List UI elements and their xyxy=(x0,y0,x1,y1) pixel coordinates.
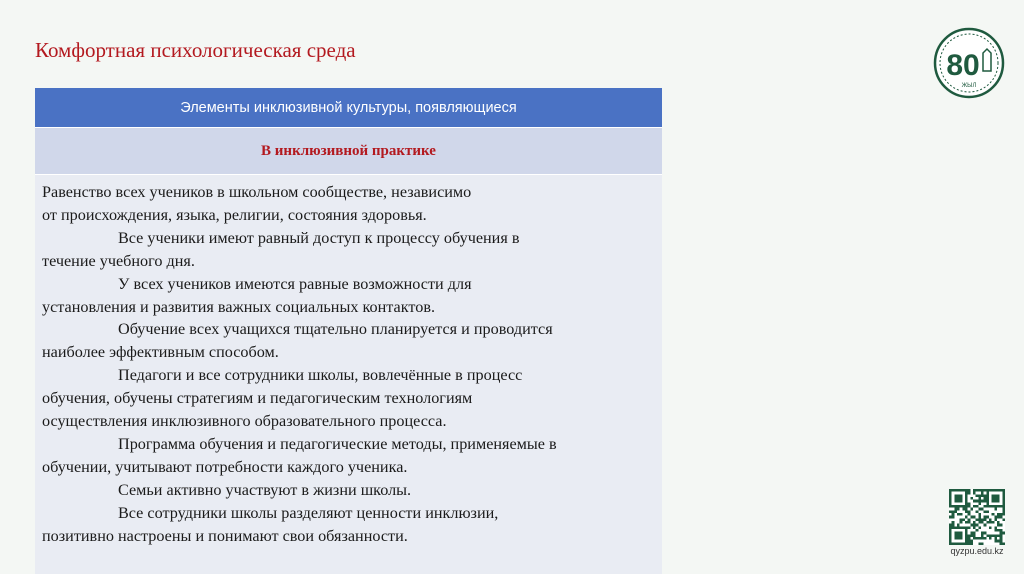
table-subheader: В инклюзивной практике xyxy=(35,128,662,175)
qr-url: qyzpu.edu.kz xyxy=(950,546,1004,556)
logo-number: 80 xyxy=(946,49,980,82)
bullet-list xyxy=(42,227,655,548)
list-item-continuation: позитивно настроены и понимают свои обязанности. xyxy=(42,526,408,545)
list-item-continuation: осуществления инклюзивного образовательного процесса. xyxy=(42,412,447,431)
table-body xyxy=(35,175,662,548)
list-item-text: У всех учеников имеются равные возможности для xyxy=(118,274,472,293)
list-item xyxy=(42,433,655,456)
inclusive-culture-table xyxy=(35,88,662,574)
list-item xyxy=(42,227,655,250)
list-item-continuation: установления и развития важных социальных контактов. xyxy=(42,297,436,316)
logo-caption: ЖЫЛ xyxy=(961,83,977,89)
intro-line: от происхождения, языка, религии, состояния здоровья. xyxy=(42,205,427,224)
list-item-text: Все ученики имеют равный доступ к процессу обучения в xyxy=(118,228,520,247)
list-item-continuation: течение учебного дня. xyxy=(42,251,195,270)
list-item-continuation: обучения, обучены стратегиям и педагогическим технологиям xyxy=(42,389,473,408)
list-item-text: Педагоги и все сотрудники школы, вовлечённые в процесс xyxy=(118,366,523,385)
qr-code xyxy=(949,489,1005,545)
table-header: Элементы инклюзивной культуры, появляющиеся xyxy=(35,88,662,128)
list-item xyxy=(42,502,655,525)
list-item-text: Все сотрудники школы разделяют ценности инклюзии, xyxy=(118,503,499,522)
list-item xyxy=(42,479,655,502)
list-item xyxy=(42,273,655,296)
list-item-continuation: наиболее эффективным способом. xyxy=(42,343,279,362)
list-item-text: Программа обучения и педагогические методы, применяемые в xyxy=(118,434,557,453)
intro-line: Равенство всех учеников в школьном сообществе, независимо xyxy=(42,183,472,201)
slide-title: Комфортная психологическая среда xyxy=(35,38,356,62)
list-item xyxy=(42,318,655,341)
list-item-continuation: обучении, учитывают потребности каждого ученика. xyxy=(42,457,408,476)
list-item xyxy=(42,364,655,387)
university-80-anniversary-logo xyxy=(933,27,1005,99)
list-item-text: Семьи активно участвуют в жизни школы. xyxy=(118,480,412,499)
list-item-text: Обучение всех учащихся тщательно планируется и проводится xyxy=(118,320,553,339)
